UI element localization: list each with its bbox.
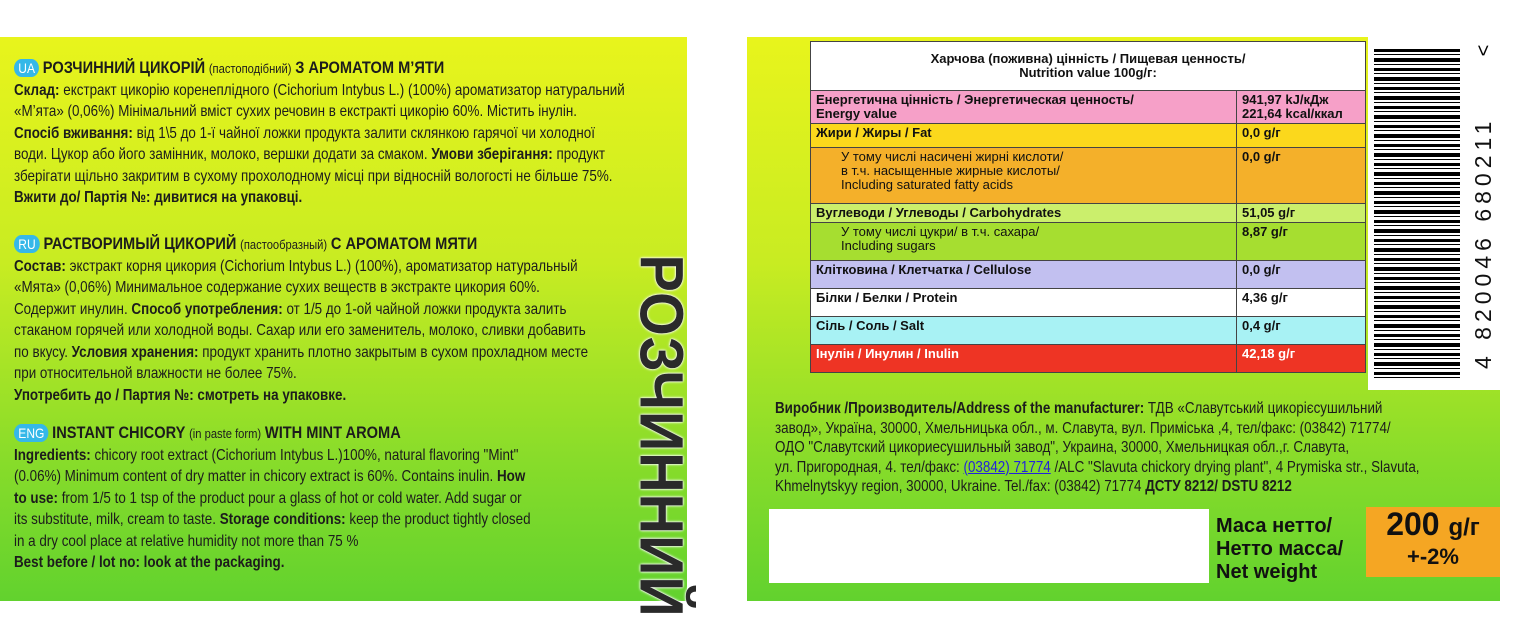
protein-value: 4,36 g/г [1237,289,1366,317]
weight-value: 200 [1386,506,1440,542]
ru-line-5b: продукт хранить плотно закрытым в сухом прохладном месте [202,343,589,361]
sugars-value: 8,87 g/г [1237,223,1366,261]
manufacturer-line-3: ОДО "Славутский цикориесушильный завод", Украина, 30000, Хмельницкая обл.,г. Славута, [775,439,1350,456]
energy-kcal: 221,64 kcal/ккал [1242,106,1343,121]
en-aroma: WITH MINT AROMA [264,423,401,442]
nutrition-row-salt [811,317,1366,345]
left-label-panel [0,37,697,618]
carbs-label: Вуглеводи / Углеводы / Carbohydrates [811,204,1237,223]
ua-line-1: екстракт цикорію коренеплідного (Cichorium Intybus L.) (100%) ароматизатор натуральний [63,81,625,99]
nutrition-row-sugars [811,223,1366,261]
vertical-brand-text: РОЗЧИННИЙ [627,254,697,618]
manufacturer-block [775,399,1523,497]
ua-line-4: води. Цукор або його замінник, молоко, вершки додати за смаком. [14,146,428,163]
ua-line-4b: продукт [556,146,606,163]
nutrition-row-protein [811,289,1366,317]
ua-title: РОЗЧИННИЙ ЦИКОРІЙ [42,58,206,77]
ua-lang-badge: UA [14,59,39,77]
protein-label: Білки / Белки / Protein [811,289,1237,317]
fat-label: Жири / Жиры / Fat [811,124,1237,148]
ua-line-3: від 1\5 до 1-ї чайної ложки продукта залити склянкою гарячої чи холодної [136,124,595,142]
ru-usage-label: Способ употребления: [131,300,283,318]
carbs-value: 51,05 g/г [1237,204,1366,223]
ru-line-3b: от 1/5 до 1-ой чайной ложки продукта залить [286,300,567,318]
ua-aroma: З АРОМАТОМ М’ЯТИ [295,58,445,77]
manufacturer-line-4a: ул. Пригородная, 4. тел/факс: [775,458,960,476]
weight-value-box [1366,507,1500,577]
salt-value: 0,4 g/г [1237,317,1366,345]
manufacturer-line-1: ТДВ «Славутський цикорієсушильний [1147,400,1383,417]
weight-tolerance: +-2% [1407,544,1459,569]
energy-label: Енергетична цінність / Энергетическая ценность/ [816,92,1134,107]
manufacturer-line-5: Khmelnytskyy region, 30000, Ukraine. Tel./fax: (03842) 71774 [775,478,1142,495]
ru-line-1: экстракт корня цикория (Cichorium Intybus L.) (100%), ароматизатор натуральный [69,257,578,275]
net-weight-ua: Маса нетто/ [1216,515,1333,537]
en-section [14,422,681,574]
manufacturer-line-4b: /ALC "Slavuta chickory drying plant", 4 Prymiska str., Slavuta, [1054,458,1420,476]
en-line-5: in a dry cool place at relative humidity not more than 75 % [14,532,359,550]
inulin-label: Інулін / Инулин / Inulin [811,345,1237,373]
nutrition-table [810,41,1366,373]
ru-composition-label: Состав: [14,257,66,275]
saturated-label-ua: У тому числі насичені жирні кислоти/ [841,149,1064,164]
energy-kj: 941,97 kJ/кДж [1242,92,1329,107]
en-line-2: (0.06%) Minimum content of dry matter in chicory extract is 60%. Contains inulin. [14,468,494,485]
saturated-label-en: Including saturated fatty acids [841,177,1013,192]
en-title: INSTANT CHICORY [52,423,186,442]
net-weight-en: Net weight [1216,561,1318,583]
ru-line-2: «Мята» (0,06%) Минимальное содержание сухих веществ в экстракте цикория 60%. [14,279,540,296]
right-label-panel [747,37,1500,601]
ru-storage-label: Условия хранения: [71,343,199,361]
salt-label: Сіль / Соль / Salt [811,317,1237,345]
en-best-before: Best before / lot no: look at the packaging. [14,554,285,571]
en-line-4: its substitute, milk, cream to taste. [14,511,216,528]
ru-line-6: при относительной влажности не более 75%. [14,365,297,382]
ua-section [14,57,681,209]
ua-line-2: «М’ята» (0,06%) Мінімальний вміст сухих речовин в екстракті цикорію 60%. Містить інулін. [14,103,577,120]
nutrition-row-energy [811,91,1366,124]
en-ingredients-label: Ingredients: [14,446,91,464]
sugars-label-en: Including sugars [841,238,936,253]
en-form: (in paste form) [189,426,262,441]
ua-usage-label: Спосіб вживання: [14,124,133,142]
net-weight-label [1216,515,1343,584]
cellulose-label: Клітковина / Клетчатка / Cellulose [811,261,1237,289]
nutrition-header [811,42,1366,91]
ru-line-4: стаканом горячей или холодной воды. Сахар или его заменитель, молоко, сливки добавить [14,322,586,339]
net-weight-ru: Нетто масса/ [1216,538,1344,560]
dstu-standard: ДСТУ 8212/ DSTU 8212 [1145,478,1292,495]
en-how-label: How [496,468,526,485]
en-lang-badge: ENG [14,424,49,442]
en-line-3: from 1/5 to 1 tsp of the product pour a glass of hot or cold water. Add sugar or [61,489,522,507]
saturated-value: 0,0 g/г [1237,148,1366,204]
nutrition-row-inulin [811,345,1366,373]
cellulose-value: 0,0 g/г [1237,261,1366,289]
saturated-label-ru: в т.ч. насыщенные жирные кислоты/ [841,163,1060,178]
en-to-use-label: to use: [14,489,58,507]
nutrition-header-2: Nutrition value 100g/г: [1019,65,1157,80]
inulin-value: 42,18 g/г [1237,345,1366,373]
ru-line-5: по вкусу. [14,343,68,361]
blank-print-area [769,509,1209,583]
fat-value: 0,0 g/г [1237,124,1366,148]
ua-storage-label: Умови зберігання: [431,146,553,163]
barcode-arrow: > [1471,44,1494,57]
energy-label-en: Energy value [816,106,897,121]
barcode-bars [1374,49,1460,379]
nutrition-row-fat [811,124,1366,148]
ru-line-3: Содержит инулин. [14,300,128,318]
weight-unit: g/г [1448,514,1480,541]
nutrition-row-carbs [811,204,1366,223]
ua-best-before: Вжити до/ Партія №: дивитися на упаковці. [14,189,303,206]
ru-form: (пастообразный) [240,237,328,252]
sugars-label: У тому числі цукри/ в т.ч. сахара/ [841,224,1040,239]
barcode [1368,37,1500,390]
ru-best-before: Употребить до / Партия №: смотреть на упаковке. [14,386,347,404]
nutrition-row-saturated [811,148,1366,204]
nutrition-row-cellulose [811,261,1366,289]
en-storage-label: Storage conditions: [219,511,346,528]
ru-title: РАСТВОРИМЫЙ ЦИКОРИЙ [43,234,237,253]
manufacturer-line-2: завод», Україна, 30000, Хмельницька обл., м. Славута, вул. Приміська ,4, тел/факс: (03842) 71774/ [775,419,1391,437]
en-line-1: chicory root extract (Cichorium Intybus L.)100%, natural flavoring "Mint" [94,446,519,464]
ua-line-5: зберігати щільно закритим в сухому прохолодному місці при відносній вологості не більше 75%. [14,167,613,185]
ru-aroma: С АРОМАТОМ МЯТИ [330,234,478,253]
ua-composition-label: Склад: [14,81,60,99]
en-line-4b: keep the product tightly closed [349,511,531,528]
ru-section [14,233,681,406]
manufacturer-label: Виробник /Производитель/Address of the manufacturer: [775,400,1145,417]
manufacturer-phone-link[interactable]: (03842) 71774 [963,458,1051,476]
nutrition-header-1: Харчова (поживна) цінність / Пищевая ценность/ [930,51,1246,66]
ru-lang-badge: RU [14,235,40,253]
barcode-number: 4 820046 680211 [1470,116,1496,369]
ua-form: (пастоподібний) [208,61,292,76]
